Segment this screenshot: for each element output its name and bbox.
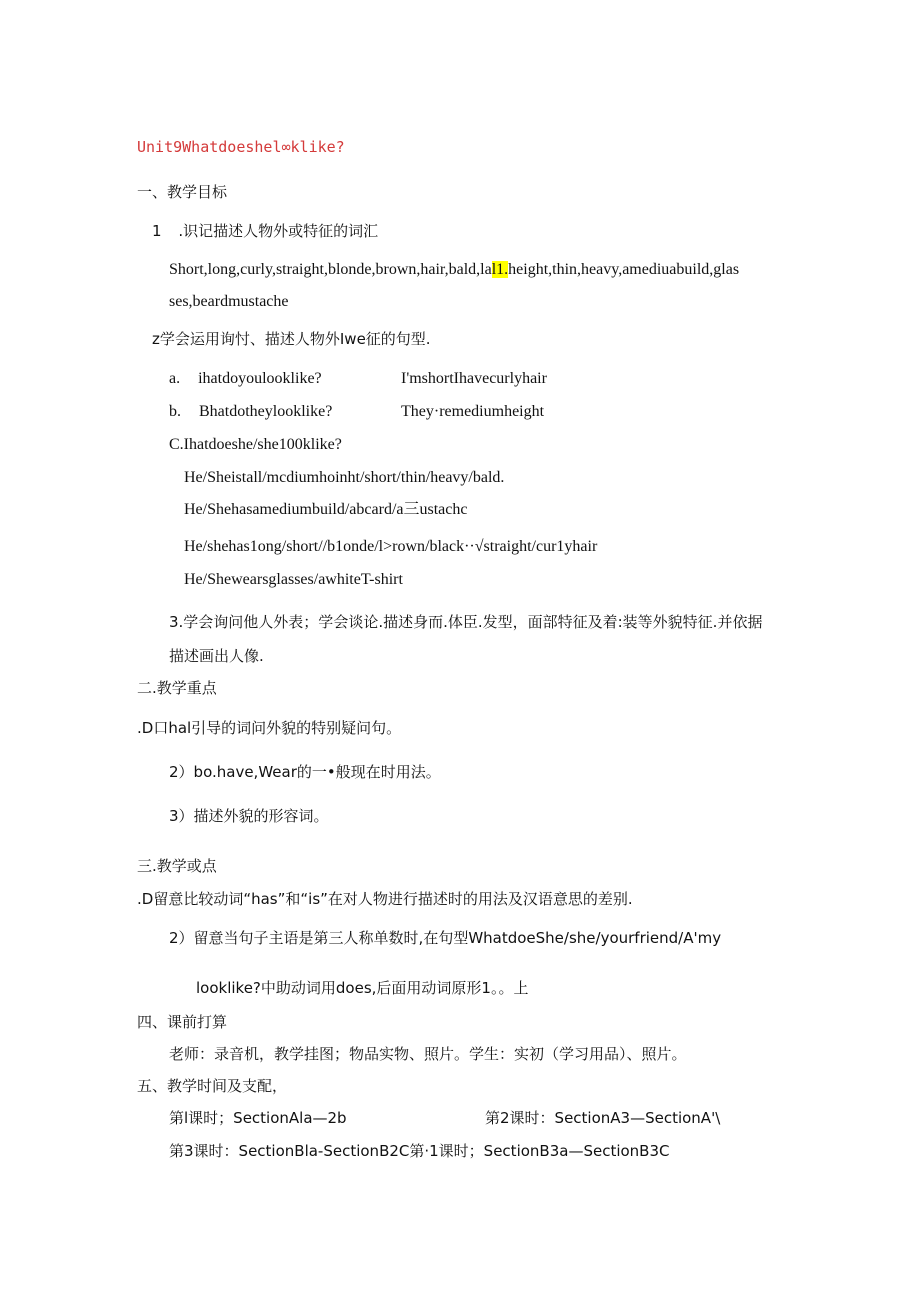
key-point-1: .D口hal引导的词问外貌的特别疑问句。 <box>137 719 402 737</box>
vocab-line-2: ses,beardmustache <box>169 293 289 310</box>
objective-item-1 <box>152 221 378 241</box>
answer-line-2: He/Shehasamediumbuild/abcard/a三ustachc <box>184 501 468 518</box>
section-heading-difficulties: 三.教学或点 <box>137 857 217 875</box>
difficulty-point-2-line-2: looklike?中助动词用does,后面用动词原形1。。上 <box>196 979 529 997</box>
sentence-answer: They·remediumheight <box>401 403 545 420</box>
schedule-lesson-2: 第2课时：SectionA3—SectionA'\ <box>485 1109 721 1127</box>
vocab-text: Short,long,curly,straight,blonde,brown,hair,bald,la <box>169 261 492 278</box>
difficulty-point-2-line-1: 2）留意当句子主语是第三人称单数时,在句型WhatdoeShe/she/yourfriend/A'my <box>169 929 722 947</box>
objective-item-3-line-1: 3.学会询问他人外表；学会谈论.描述身而.体臣.发型，面部特征及着:装等外貌特征.并依据 <box>169 613 763 631</box>
answer-line-4: He/Shewearsglasses/awhiteT-shirt <box>184 571 403 588</box>
document-title: Unit9Whatdoeshel∞klike? <box>137 138 345 156</box>
schedule-row-2: 第3课时：SectionBla-SectionB2C第·1课时；SectionB3a—SectionB3C <box>169 1142 670 1160</box>
section-heading-schedule: 五、教学时间及支配， <box>137 1077 288 1095</box>
sentence-row-a <box>169 369 669 389</box>
sentence-label: b. <box>169 403 181 420</box>
highlighted-text: l1. <box>491 261 509 278</box>
sentence-question: ihatdoyoulooklike? <box>198 370 322 387</box>
schedule-row-1 <box>169 1108 729 1128</box>
difficulty-point-1: .D留意比较动词“has”和“is”在对人物进行描述时的用法及汉语意思的差别. <box>137 890 633 908</box>
key-point-3: 3）描述外貌的形容词。 <box>169 807 329 825</box>
objective-item-2: z学会运用询忖、描述人物外Iwe征的句型. <box>152 330 431 348</box>
section-heading-key-points: 二.教学重点 <box>137 679 217 697</box>
item-number: 1 <box>152 222 162 240</box>
sentence-row-c: C.Ihatdoeshe/she100klike? <box>169 436 342 453</box>
sentence-answer: I'mshortIhavecurlyhair <box>401 370 547 387</box>
sentence-question: Bhatdotheylooklike? <box>199 403 333 420</box>
sentence-label: a. <box>169 370 181 387</box>
objective-item-3-line-2: 描述画出人像. <box>169 647 264 665</box>
answer-line-1: He/Sheistall/mcdiumhoinht/short/thin/heavy/bald. <box>184 469 505 486</box>
key-point-2: 2）bo.have,Wear的一•般现在时用法。 <box>169 763 441 781</box>
answer-line-3: He/shehas1ong/short//b1onde/l>rown/black··√straight/cur1yhair <box>184 538 598 555</box>
vocab-text: height,thin,heavy,amediuabuild,glas <box>508 261 740 278</box>
preparation-text: 老师：录音机，教学挂图；物品实物、照片。学生：实初（学习用品）、照片。 <box>169 1045 687 1063</box>
section-heading-objectives: 一、教学目标 <box>137 183 228 201</box>
schedule-lesson-1: 第l课时；SectionAla—2b <box>169 1109 347 1127</box>
section-heading-preparation: 四、课前打算 <box>137 1013 228 1031</box>
vocab-line-1 <box>169 260 739 280</box>
sentence-row-b <box>169 402 669 422</box>
item-text: .识记描述人物外或特征的词汇 <box>178 222 379 240</box>
